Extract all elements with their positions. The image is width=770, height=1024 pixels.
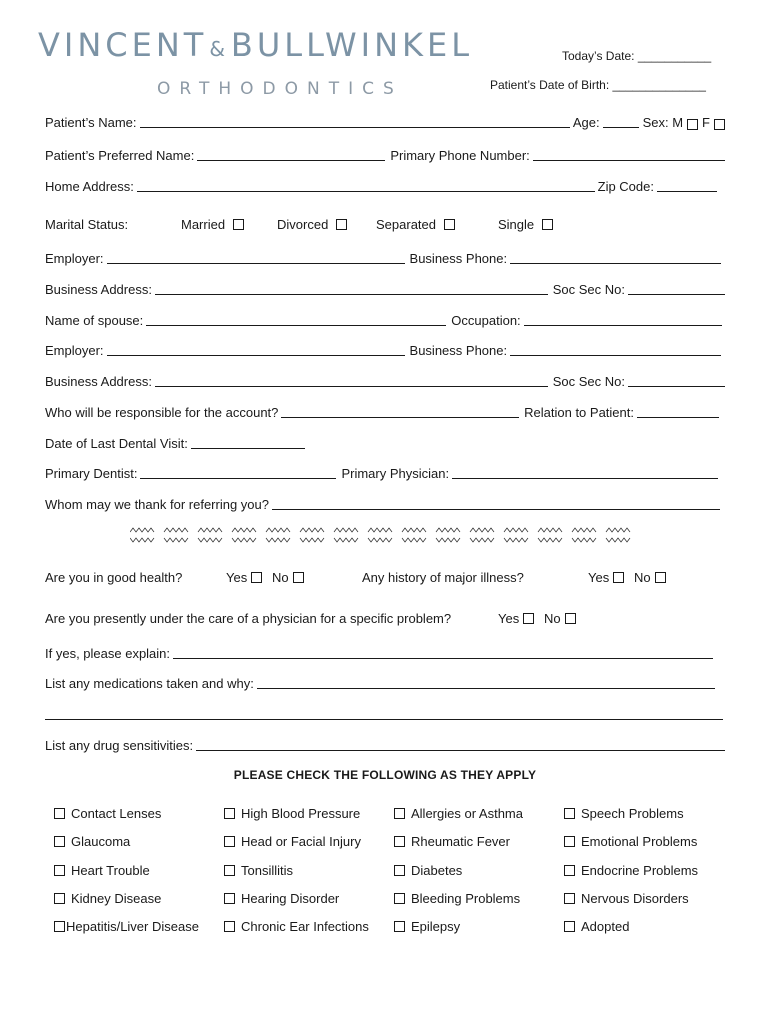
checklist-item-label: Contact Lenses: [71, 806, 162, 821]
explain-row: [45, 645, 713, 661]
primary-phone-label: Primary Phone Number:: [390, 148, 530, 163]
checklist-item-label: Head or Facial Injury: [241, 834, 361, 849]
separated-checkbox[interactable]: [444, 219, 455, 230]
major-illness-no[interactable]: [634, 570, 666, 585]
employer-row: [45, 250, 721, 266]
drug-sensitivities-label: List any drug sensitivities:: [45, 738, 194, 753]
checklist-item[interactable]: [394, 863, 462, 878]
checklist-item[interactable]: [54, 834, 130, 849]
checklist-item-label: Tonsillitis: [241, 863, 294, 878]
spouse-business-address-row: [45, 373, 725, 389]
checklist-item[interactable]: [564, 891, 689, 906]
age-label: Age:: [572, 115, 600, 130]
medications-input[interactable]: [257, 675, 715, 689]
checkbox[interactable]: [564, 836, 575, 847]
spouse-employer-row: [45, 342, 721, 358]
last-dental-visit-label: Date of Last Dental Visit:: [45, 436, 188, 451]
wave-divider: [130, 526, 640, 548]
patient-dob-field[interactable]: Patient’s Date of Birth: ______________: [490, 78, 706, 92]
dentist-physician-row: [45, 465, 718, 481]
home-address-row: [45, 178, 717, 194]
single-option[interactable]: [498, 217, 553, 232]
checkbox[interactable]: [54, 836, 65, 847]
preferred-name-label: Patient’s Preferred Name:: [45, 148, 195, 163]
sex-f-checkbox[interactable]: [714, 119, 725, 130]
divorced-label: Divorced: [277, 217, 329, 232]
soc-sec-label: Soc Sec No:: [552, 282, 625, 297]
checklist-item[interactable]: [564, 863, 698, 878]
checklist-item-label: Allergies or Asthma: [411, 806, 523, 821]
major-illness-yes[interactable]: [588, 570, 624, 585]
sex-f-label: F: [702, 115, 710, 130]
checkbox[interactable]: [54, 893, 65, 904]
checklist-item[interactable]: [54, 863, 150, 878]
checklist-item[interactable]: [54, 806, 161, 821]
sex-m-checkbox[interactable]: [687, 119, 698, 130]
checkbox[interactable]: [564, 808, 575, 819]
checklist-item[interactable]: [394, 834, 510, 849]
single-label: Single: [498, 217, 535, 232]
spouse-business-address-label: Business Address:: [45, 374, 152, 389]
checklist-title: PLEASE CHECK THE FOLLOWING AS THEY APPLY: [233, 768, 537, 782]
checklist-item[interactable]: [54, 919, 199, 934]
under-care-no[interactable]: [544, 611, 576, 626]
checkbox[interactable]: [224, 921, 235, 932]
checklist-item-label: Adopted: [581, 919, 630, 934]
primary-physician-label: Primary Physician:: [341, 466, 450, 481]
separated-label: Separated: [376, 217, 436, 232]
last-dental-visit-row: [45, 435, 305, 451]
good-health-no-checkbox[interactable]: [293, 572, 304, 583]
under-care-yes-checkbox[interactable]: [523, 613, 534, 624]
todays-date-field[interactable]: Today’s Date: ___________: [562, 49, 712, 63]
under-care-question: Are you presently under the care of a physician for a specific problem?: [45, 611, 452, 626]
checkbox[interactable]: [394, 921, 405, 932]
preferred-name-row: [45, 147, 725, 163]
major-illness-yes-label: Yes: [588, 570, 610, 585]
age-input[interactable]: [603, 114, 639, 128]
checkbox[interactable]: [224, 865, 235, 876]
checklist-item-label: High Blood Pressure: [241, 806, 361, 821]
primary-physician-input[interactable]: [452, 465, 718, 479]
checklist-item[interactable]: [394, 919, 460, 934]
primary-dentist-label: Primary Dentist:: [45, 466, 138, 481]
married-checkbox[interactable]: [233, 219, 244, 230]
checkbox[interactable]: [564, 893, 575, 904]
good-health-yes-checkbox[interactable]: [251, 572, 262, 583]
good-health-question: Are you in good health?: [45, 570, 183, 585]
patient-name-row: [45, 114, 725, 130]
medications-extra-row: [45, 706, 723, 722]
checklist-item[interactable]: [564, 806, 684, 821]
employer-label: Employer:: [45, 251, 104, 266]
good-health-no[interactable]: [272, 570, 304, 585]
checklist-item-label: Diabetes: [411, 863, 463, 878]
checklist-item[interactable]: [224, 834, 361, 849]
spouse-soc-sec-label: Soc Sec No:: [552, 374, 625, 389]
major-illness-question: Any history of major illness?: [362, 570, 524, 585]
spouse-business-phone-label: Business Phone:: [409, 343, 508, 358]
married-label: Married: [181, 217, 226, 232]
spouse-employer-input[interactable]: [107, 342, 405, 356]
soc-sec-input[interactable]: [628, 281, 725, 295]
spouse-row: [45, 312, 722, 328]
explain-input[interactable]: [173, 645, 713, 659]
responsible-label: Who will be responsible for the account?: [45, 405, 279, 420]
sex-label: Sex: M: [642, 115, 684, 130]
checkbox[interactable]: [224, 893, 235, 904]
checkbox[interactable]: [394, 836, 405, 847]
spouse-employer-label: Employer:: [45, 343, 104, 358]
checklist-item-label: Rheumatic Fever: [411, 834, 510, 849]
separated-option[interactable]: [376, 217, 455, 232]
business-address-label: Business Address:: [45, 282, 152, 297]
referral-label: Whom may we thank for referring you?: [45, 497, 269, 512]
zip-code-input[interactable]: [657, 178, 717, 192]
checkbox[interactable]: [564, 865, 575, 876]
referral-input[interactable]: [272, 496, 720, 510]
checklist-item[interactable]: [224, 919, 369, 934]
responsible-row: [45, 404, 719, 420]
under-care-no-label: No: [544, 611, 561, 626]
checklist-item-label: Speech Problems: [581, 806, 684, 821]
divorced-checkbox[interactable]: [336, 219, 347, 230]
checkbox[interactable]: [54, 921, 65, 932]
checklist-item-label: Bleeding Problems: [411, 891, 521, 906]
checkbox[interactable]: [224, 808, 235, 819]
relation-label: Relation to Patient:: [524, 405, 634, 420]
relation-input[interactable]: [637, 404, 719, 418]
drug-sensitivities-row: [45, 737, 725, 753]
business-address-input[interactable]: [155, 281, 548, 295]
home-address-input[interactable]: [137, 178, 595, 192]
checkbox[interactable]: [54, 808, 65, 819]
patient-name-label: Patient’s Name:: [45, 115, 137, 130]
under-care-no-checkbox[interactable]: [565, 613, 576, 624]
medications-extra-input[interactable]: [45, 706, 723, 720]
major-illness-no-checkbox[interactable]: [655, 572, 666, 583]
checkbox[interactable]: [394, 808, 405, 819]
logo-subtitle: ORTHODONTICS: [157, 79, 403, 99]
under-care-yes-label: Yes: [498, 611, 520, 626]
last-dental-visit-input[interactable]: [191, 435, 305, 449]
responsible-input[interactable]: [281, 404, 519, 418]
primary-dentist-input[interactable]: [140, 465, 336, 479]
checklist-item[interactable]: [394, 806, 523, 821]
spouse-business-phone-input[interactable]: [510, 342, 721, 356]
employer-input[interactable]: [107, 250, 405, 264]
good-health-no-label: No: [272, 570, 289, 585]
spouse-soc-sec-input[interactable]: [628, 373, 725, 387]
drug-sensitivities-input[interactable]: [196, 737, 725, 751]
checklist-item-label: Endocrine Problems: [581, 863, 699, 878]
home-address-label: Home Address:: [45, 179, 134, 194]
preferred-name-input[interactable]: [197, 147, 385, 161]
checklist-item-label: Glaucoma: [71, 834, 131, 849]
logo-word-vincent: VINCENT: [38, 26, 208, 64]
checklist-item-label: Hepatitis/Liver Disease: [66, 919, 199, 934]
major-illness-no-label: No: [634, 570, 651, 585]
checklist-item-label: Emotional Problems: [581, 834, 698, 849]
medications-row: [45, 675, 715, 691]
single-checkbox[interactable]: [542, 219, 553, 230]
practice-logo: [38, 26, 473, 64]
occupation-input[interactable]: [524, 312, 722, 326]
major-illness-yes-checkbox[interactable]: [613, 572, 624, 583]
checklist-item[interactable]: [224, 863, 293, 878]
good-health-yes[interactable]: [226, 570, 262, 585]
zip-code-label: Zip Code:: [597, 179, 654, 194]
spouse-business-address-input[interactable]: [155, 373, 548, 387]
business-phone-input[interactable]: [510, 250, 721, 264]
checklist-item-label: Epilepsy: [411, 919, 461, 934]
checklist-item[interactable]: [394, 891, 520, 906]
checkbox[interactable]: [394, 865, 405, 876]
checklist-item[interactable]: [564, 834, 697, 849]
checklist-item-label: Nervous Disorders: [581, 891, 689, 906]
spouse-name-label: Name of spouse:: [45, 313, 144, 328]
checkbox[interactable]: [394, 893, 405, 904]
checkbox[interactable]: [564, 921, 575, 932]
checklist-item[interactable]: [564, 919, 629, 934]
checklist-item-label: Chronic Ear Infections: [241, 919, 369, 934]
business-address-row: [45, 281, 725, 297]
checklist-item[interactable]: [224, 891, 339, 906]
good-health-yes-label: Yes: [226, 570, 248, 585]
checklist-item-label: Kidney Disease: [71, 891, 162, 906]
spouse-name-input[interactable]: [146, 312, 446, 326]
explain-label: If yes, please explain:: [45, 646, 171, 661]
primary-phone-input[interactable]: [533, 147, 725, 161]
married-option[interactable]: [181, 217, 244, 232]
logo-word-bullwinkel: BULLWINKEL: [230, 26, 474, 64]
checklist-item-label: Heart Trouble: [71, 863, 150, 878]
checklist-item[interactable]: [54, 891, 161, 906]
medications-label: List any medications taken and why:: [45, 676, 254, 691]
checkbox[interactable]: [224, 836, 235, 847]
occupation-label: Occupation:: [451, 313, 521, 328]
patient-name-input[interactable]: [140, 114, 570, 128]
logo-ampersand: &: [209, 37, 225, 61]
business-phone-label: Business Phone:: [409, 251, 508, 266]
checkbox[interactable]: [54, 865, 65, 876]
checklist-item[interactable]: [224, 806, 360, 821]
marital-status-label: Marital Status:: [45, 217, 129, 232]
referral-row: [45, 496, 720, 512]
under-care-yes[interactable]: [498, 611, 534, 626]
divorced-option[interactable]: [277, 217, 347, 232]
checklist-item-label: Hearing Disorder: [241, 891, 340, 906]
